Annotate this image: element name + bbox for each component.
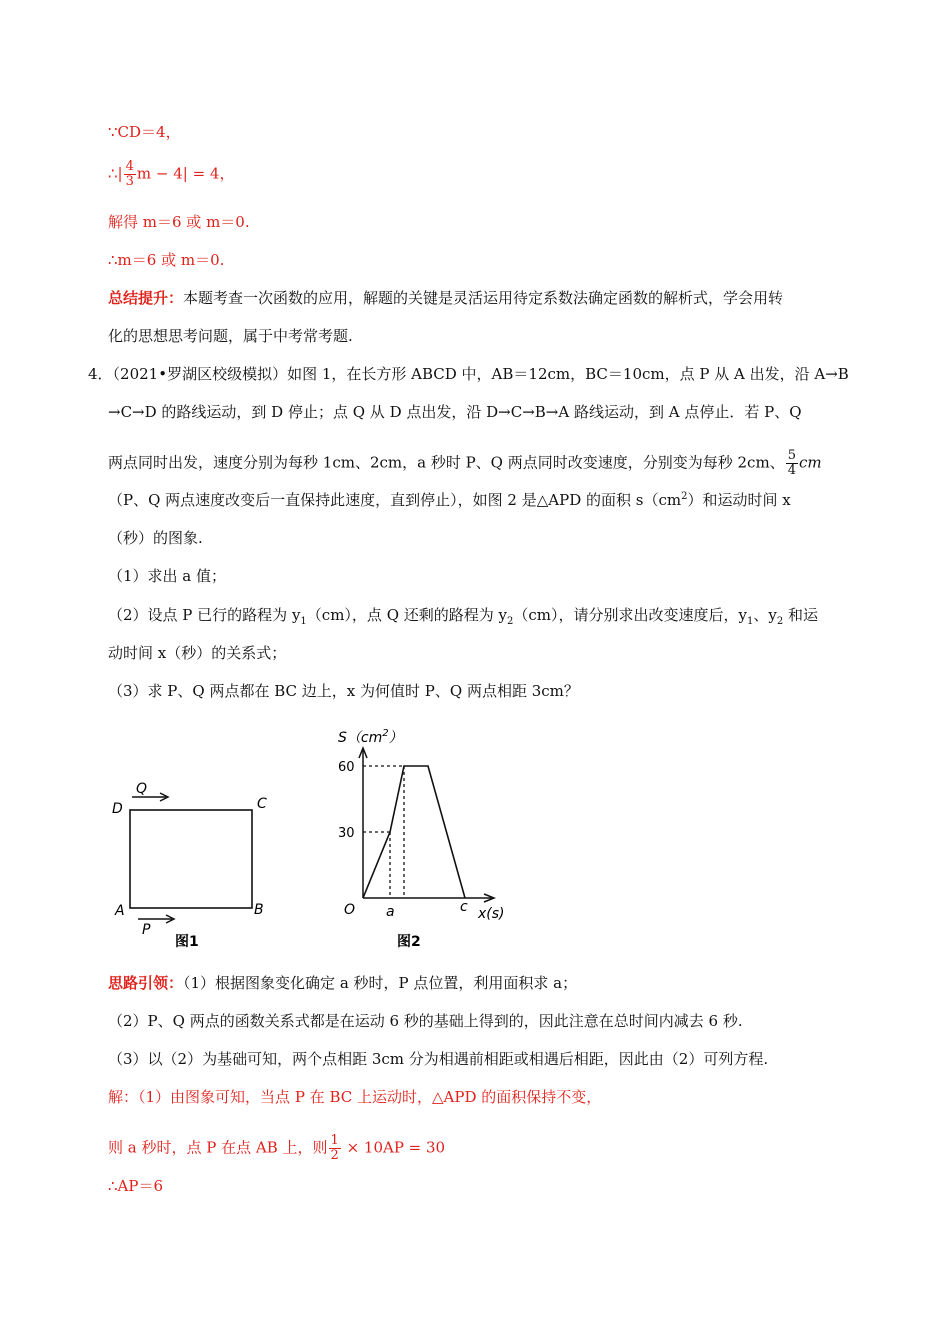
solution-line-2 (108, 1134, 445, 1163)
prev-solution-line-2 (108, 160, 234, 189)
y-label-sup: 2 (382, 728, 389, 739)
y-label-end: ） (388, 730, 403, 746)
solution-text-2b: × 10AP = 30 (341, 1138, 446, 1157)
q2-text-a: （2）设点 P 已行的路程为 y (108, 606, 301, 624)
solution-line-1: 解：（1）由图象可知，当点 P 在 BC 上运动时，△APD 的面积保持不变， (108, 1088, 602, 1106)
problem-line-1 (88, 363, 849, 385)
rectangle-abcd (130, 810, 252, 908)
x-tick-c: c (460, 899, 468, 915)
label-c: C (257, 796, 267, 812)
hint-label: 思路引领： (108, 974, 184, 992)
summary-line-1 (108, 287, 783, 309)
question-2-line-1 (108, 604, 818, 626)
figure-1-rectangle (100, 770, 290, 960)
subscript: 2 (776, 616, 784, 627)
q2-text-d: 、y (753, 606, 777, 624)
problem-line-5: （秒）的图象. (108, 529, 203, 547)
superscript-2: 2 (681, 491, 688, 502)
fraction-numerator: 1 (330, 1133, 339, 1148)
problem-line-3 (108, 449, 822, 478)
q2-text-e: 和运 (783, 606, 818, 624)
prev-solution-abs-open: ∴| (108, 164, 123, 183)
problem-line-2: →C→D 的路线运动，到 D 停止；点 Q 从 D 点出发，沿 D→C→B→A 路线运动，到 A 点停止．若 P、Q (108, 403, 802, 421)
problem-text-3: 两点同时出发，速度分别为每秒 1cm、2cm，a 秒时 P、Q 两点同时改变速度，分别变为每秒 2cm、 (108, 453, 785, 472)
subscript: 1 (746, 616, 754, 627)
prev-solution-equation: m − 4| = 4， (136, 164, 235, 183)
problem-text-4b: ）和运动时间 x (687, 491, 791, 509)
label-q: Q (136, 781, 148, 797)
label-a: A (115, 903, 125, 919)
problem-text-4a: （P、Q 两点速度改变后一直保持此速度，直到停止），如图 2 是△APD 的面积 s（cm (108, 491, 682, 509)
fraction-numerator: 5 (787, 448, 796, 463)
fraction-denominator: 4 (787, 463, 796, 478)
hint-line-1 (108, 972, 577, 994)
prev-solution-line-4: ∴m＝6 或 m＝0. (108, 251, 225, 269)
subscript: 1 (300, 616, 307, 627)
fraction-numerator: 4 (125, 159, 134, 174)
y-axis-label (338, 728, 403, 746)
hint-text-1: （1）根据图象变化确定 a 秒时，P 点位置，利用面积求 a； (183, 974, 578, 992)
fraction-five-fourths (786, 449, 798, 478)
fraction-four-thirds (124, 160, 136, 189)
y-tick-60: 60 (338, 760, 355, 775)
fraction-denominator: 3 (125, 174, 134, 189)
figure-2-caption: 图2 (397, 934, 421, 950)
origin-label: O (344, 902, 356, 918)
problem-number: 4． (88, 365, 113, 383)
prev-solution-line-3: 解得 m＝6 或 m＝0. (108, 213, 250, 231)
label-p: P (142, 922, 151, 938)
label-d: D (112, 801, 123, 817)
summary-text-1: 本题考查一次函数的应用，解题的关键是灵活运用待定系数法确定函数的解析式，学会用转 (183, 289, 784, 307)
hint-line-3: （3）以（2）为基础可知，两个点相距 3cm 分为相遇前相距或相遇后相距，因此由（2）可列方程. (108, 1050, 769, 1068)
summary-line-2: 化的思想思考问题，属于中考常考题. (108, 327, 353, 345)
unit-cm: cm (798, 453, 822, 472)
hint-line-2: （2）P、Q 两点的函数关系式都是在运动 6 秒的基础上得到的，因此注意在总时间内减去 6 秒. (108, 1012, 743, 1030)
area-curve (363, 766, 465, 898)
fraction-denominator: 2 (330, 1148, 339, 1163)
solution-text-2a: 则 a 秒时，点 P 在点 AB 上，则 (108, 1138, 328, 1157)
problem-line-4 (108, 489, 791, 511)
q2-text-c: （cm），请分别求出改变速度后，y (513, 606, 747, 624)
x-axis-label: x(s) (478, 906, 505, 922)
x-tick-a: a (386, 904, 395, 920)
question-2-line-2: 动时间 x（秒）的关系式； (108, 644, 287, 662)
figure-2-graph (320, 720, 520, 960)
subscript: 2 (507, 616, 514, 627)
q2-text-b: （cm），点 Q 还剩的路程为 y (306, 606, 507, 624)
figure-1-caption: 图1 (175, 934, 199, 950)
question-1: （1）求出 a 值； (108, 567, 227, 585)
problem-text-1: （2021•罗湖区校级模拟）如图 1，在长方形 ABCD 中，AB＝12cm，BC＝10cm，点 P 从 A 出发，沿 A→B (112, 365, 849, 383)
question-3: （3）求 P、Q 两点都在 BC 边上，x 为何值时 P、Q 两点相距 3cm？ (108, 682, 579, 700)
y-tick-30: 30 (338, 826, 355, 841)
y-label-main: S（cm (338, 730, 383, 746)
summary-label: 总结提升： (108, 289, 184, 307)
prev-solution-line-1: ∵CD＝4， (108, 123, 181, 141)
label-b: B (254, 902, 264, 918)
fraction-one-half (329, 1134, 341, 1163)
solution-line-3: ∴AP＝6 (108, 1177, 164, 1195)
